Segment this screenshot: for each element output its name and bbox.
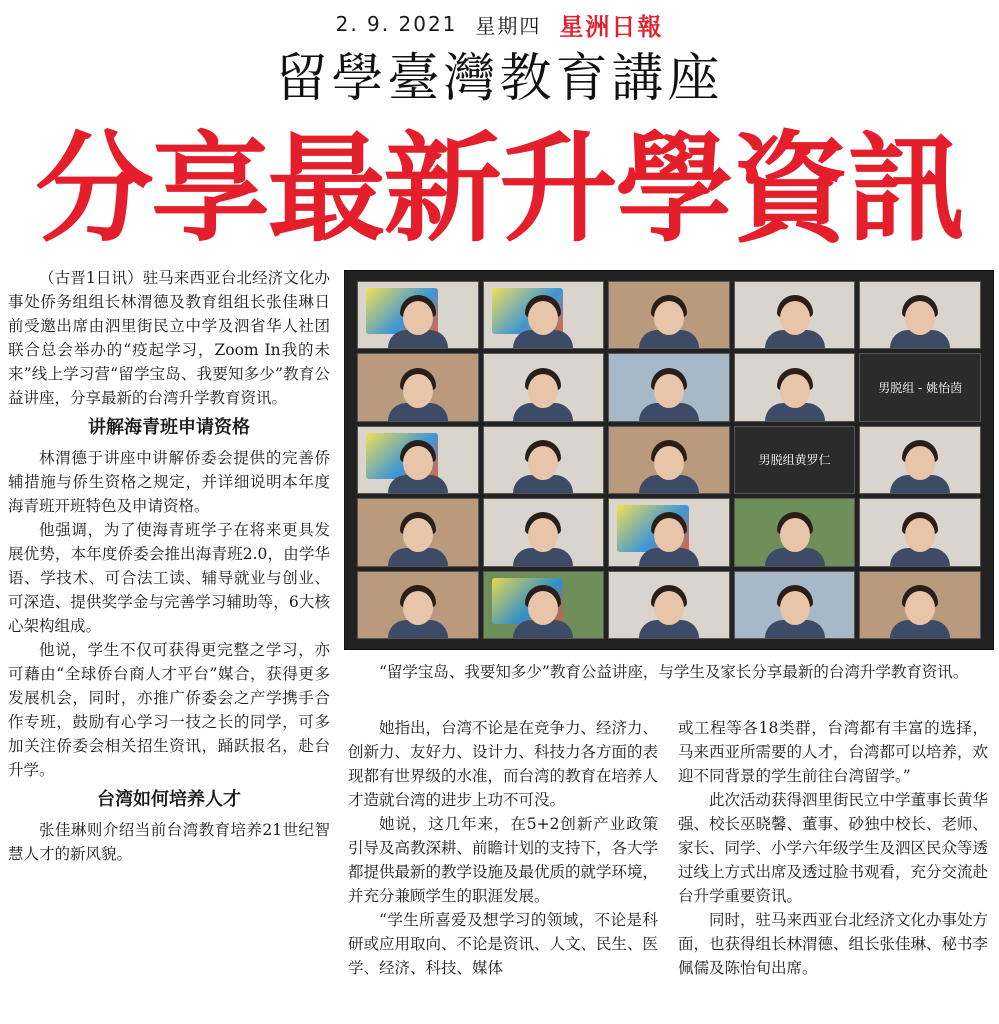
participant-face	[654, 301, 684, 335]
participant-face	[905, 446, 935, 480]
video-tile	[608, 498, 730, 566]
video-tile	[608, 353, 730, 421]
video-grid	[357, 281, 981, 639]
video-tile	[859, 353, 981, 421]
participant-face	[780, 591, 810, 625]
caption-text: “留学宝岛、我要知多少”教育公益讲座，与学生及家长分享最新的台湾升学教育资讯。	[379, 663, 969, 681]
left-column	[8, 266, 330, 866]
section-heading: 讲解海青班申请资格	[88, 417, 250, 438]
participant-face	[403, 518, 433, 552]
paragraph: “学生所喜爱及想学习的领域，不论是科研或应用取向、不论是资讯、人文、民生、医学、经济、科技、媒体	[348, 911, 659, 977]
weekday-text: 星期四	[475, 13, 542, 38]
video-tile	[357, 426, 479, 494]
video-tile	[357, 498, 479, 566]
section-heading: 台湾如何培养人才	[97, 789, 241, 810]
video-tile	[483, 353, 605, 421]
participant-face	[654, 591, 684, 625]
paragraph: 或工程等各18类群，台湾都有丰富的选择，马来西亚所需要的人才，台湾都可以培养，欢迎不同背景的学生前往台湾留学。”	[678, 719, 989, 785]
video-tile	[859, 571, 981, 639]
video-tile	[357, 353, 479, 421]
participant-face	[654, 374, 684, 408]
video-tile	[608, 571, 730, 639]
paragraph: 他强调，为了使海青班学子在将来更具发展优势，本年度侨委会推出海青班2.0，由学华语、学技术、可合法工读、辅导就业与创业、可深造、提供奖学金与完善学习辅助等，6大核心架构组成。	[8, 521, 330, 635]
video-tile	[734, 426, 856, 494]
participant-face	[403, 446, 433, 480]
subtitle: 留學臺灣教育講座	[275, 49, 724, 109]
participant-face	[528, 374, 558, 408]
paragraph: 此次活动获得泗里街民立中学董事长黄华强、校长巫晓馨、董事、砂独中校长、老师、家长、同学、小学六年级学生及泗区民众等透过线上方式出席及透过脸书观看，充分交流赴台升学重要资讯。	[678, 791, 989, 905]
paragraph: 张佳琳则介绍当前台湾教育培养21世纪智慧人才的新风貌。	[8, 821, 330, 863]
headline: 分享最新升學資訊	[35, 120, 964, 258]
zoom-meeting-photo	[344, 270, 994, 650]
video-tile	[483, 498, 605, 566]
photo-caption	[348, 660, 988, 684]
right-column	[678, 716, 988, 980]
video-tile	[734, 498, 856, 566]
video-tile	[483, 426, 605, 494]
publication-logo: 星洲日報	[559, 11, 664, 41]
paragraph: 他说，学生不仅可获得更完整之学习，亦可藉由“全球侨台商人才平台”媒合，获得更多发展机会，同时，亦推广侨委会之产学携手合作专班，鼓励有心学习一技之长的同学，可多加关注侨委会相关招生资讯，踊跃报名，赴台升学。	[8, 641, 330, 779]
paragraph: 她指出，台湾不论是在竞争力、经济力、创新力、友好力、设计力、科技力各方面的表现都有世界级的水准，而台湾的教育在培养人才造就台湾的进步上功不可没。	[348, 719, 659, 809]
paragraph: 她说，这几年来，在5+2创新产业政策引导及高教深耕、前瞻计划的支持下，各大学都提供最新的教学设施及最优质的就学环境，并充分兼顾学生的职涯发展。	[348, 815, 659, 905]
video-tile	[734, 281, 856, 349]
video-tile	[859, 426, 981, 494]
paragraph: 林渭德于讲座中讲解侨委会提供的完善侨辅措施与侨生资格之规定，并详细说明本年度海青班开班特色及申请资格。	[8, 449, 330, 515]
paragraph: （古晋1日讯）驻马来西亚台北经济文化办事处侨务组组长林渭德及教育组组长张佳琳日前受邀出席由泗里街民立中学及泗省华人社团联合总会举办的“疫起学习，Zoom In我的未来”线上学习营“留学宝岛、我要知多少”教育公益讲座，分享最新的台湾升学教育资讯。	[8, 269, 330, 407]
participant-face	[403, 301, 433, 335]
video-tile	[483, 281, 605, 349]
video-tile	[357, 281, 479, 349]
video-tile	[357, 571, 479, 639]
video-tile	[859, 498, 981, 566]
participant-face	[780, 301, 810, 335]
participant-face	[528, 591, 558, 625]
participant-face	[780, 374, 810, 408]
video-tile	[859, 281, 981, 349]
date-text: 2. 9. 2021	[335, 12, 458, 36]
participant-name-tile: 男脱组黄罗仁	[735, 427, 855, 493]
video-tile	[608, 426, 730, 494]
video-tile	[483, 571, 605, 639]
dateline	[0, 8, 999, 40]
participant-face	[905, 591, 935, 625]
paragraph: 同时，驻马来西亚台北经济文化办事处方面，也获得组长林渭德、组长张佳琳、秘书李佩儒及陈怡旬出席。	[678, 911, 989, 977]
middle-column	[348, 716, 658, 980]
participant-face	[780, 518, 810, 552]
video-tile	[734, 571, 856, 639]
participant-face	[403, 374, 433, 408]
video-tile	[608, 281, 730, 349]
participant-face	[654, 446, 684, 480]
participant-face	[403, 591, 433, 625]
video-tile	[734, 353, 856, 421]
participant-name-tile: 男脱组 - 姚怡茵	[860, 354, 980, 420]
